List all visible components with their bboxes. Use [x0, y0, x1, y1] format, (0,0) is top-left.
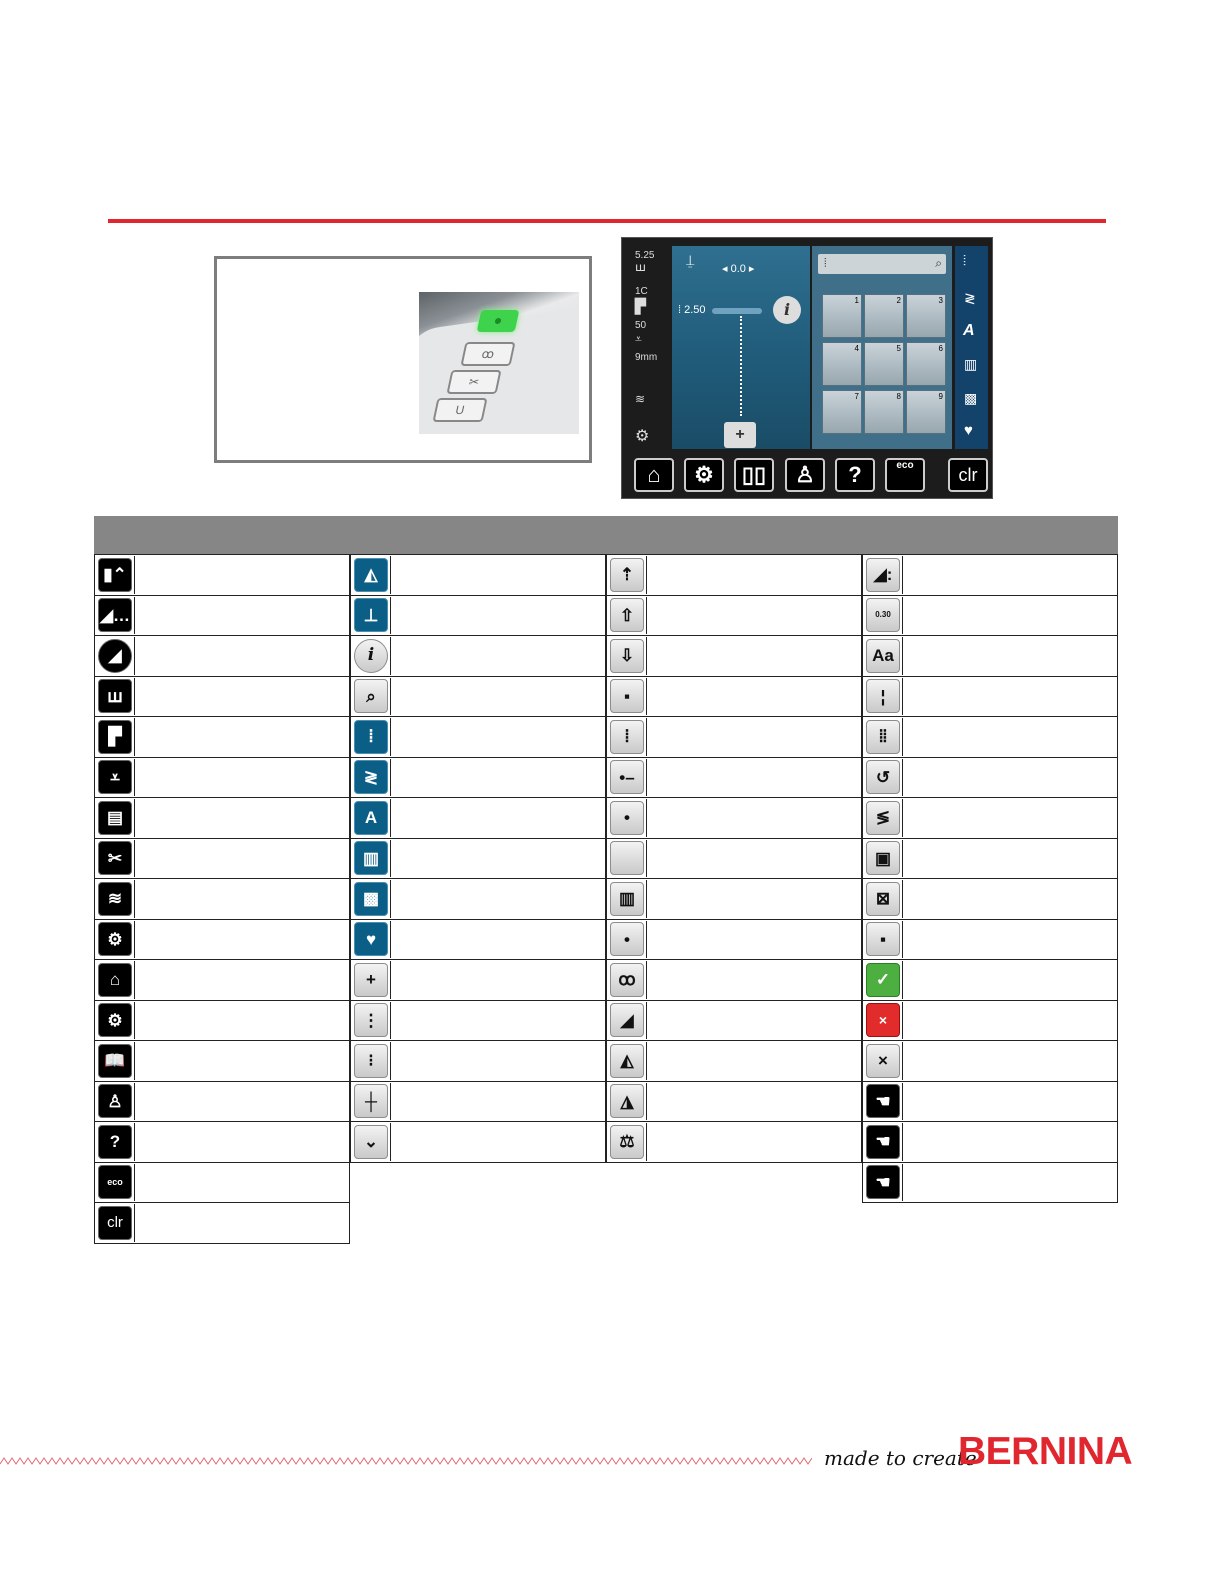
- alphabets-category-icon[interactable]: A: [963, 322, 975, 339]
- home-icon[interactable]: ⌂: [634, 458, 674, 492]
- setup-icon: ⚙: [98, 1003, 132, 1037]
- close-icon: ×: [866, 1044, 900, 1078]
- icon-table-row: [606, 919, 862, 961]
- info-icon[interactable]: i: [773, 296, 801, 324]
- save-icon: ▣: [866, 841, 900, 875]
- icon-table-row: [350, 676, 606, 718]
- icon-cell: [96, 921, 135, 959]
- icon-cell: [352, 718, 391, 756]
- search-icon: ⌕: [354, 679, 388, 713]
- icon-table-row: [862, 757, 1118, 799]
- icon-table-row: [350, 757, 606, 799]
- icon-table-header: [94, 516, 1118, 554]
- securing-begin-icon: •–: [610, 760, 644, 794]
- icon-cell: [96, 556, 135, 594]
- pattern-up-icon: ⇧: [610, 598, 644, 632]
- icon-table-row: [94, 1081, 350, 1123]
- feed-dog-icon: ≋: [98, 882, 132, 916]
- stitch-tile[interactable]: 9: [906, 390, 946, 434]
- icon-table-row: [94, 919, 350, 961]
- start-stop-button: [477, 310, 520, 332]
- icon-table-row: [350, 878, 606, 920]
- needle-position-icon: ▮⌃: [98, 558, 132, 592]
- icon-cell: [864, 637, 903, 675]
- icon-table-row: [606, 554, 862, 596]
- icon-table-row: [94, 595, 350, 637]
- home-icon: ⌂: [98, 963, 132, 997]
- icon-table-row: [862, 1162, 1118, 1204]
- dots-vertical-icon: ⋮: [354, 1003, 388, 1037]
- icon-table-row: [94, 878, 350, 920]
- decorative-category-icon[interactable]: ≷: [964, 290, 976, 306]
- icon-table-row: [94, 635, 350, 677]
- icon-table-row: [350, 635, 606, 677]
- dots-vertical-small-icon: ⁝: [354, 1044, 388, 1078]
- icon-table-row: [862, 676, 1118, 718]
- icon-table-column-3: [606, 554, 862, 1163]
- icon-cell: [96, 799, 135, 837]
- buttonhole-length-icon: ▥: [610, 882, 644, 916]
- icon-cell: [96, 597, 135, 635]
- icon-table-row: [350, 1081, 606, 1123]
- icon-cell: [96, 1123, 135, 1161]
- icon-table-row: [862, 716, 1118, 758]
- icon-cell: [352, 1083, 391, 1121]
- screen-bottom-bar: [622, 454, 993, 498]
- bobbin-dark-icon: ▪: [866, 922, 900, 956]
- icon-cell: [608, 1042, 647, 1080]
- bobbin-small-icon: ▪: [610, 679, 644, 713]
- icon-cell: [864, 556, 903, 594]
- icon-table-row: [862, 635, 1118, 677]
- icon-table-row: [606, 635, 862, 677]
- needle-selection-icon: ▤: [98, 801, 132, 835]
- icon-cell: [608, 637, 647, 675]
- icon-table-row: [606, 878, 862, 920]
- icon-cell: [864, 1083, 903, 1121]
- icon-cell: [352, 678, 391, 716]
- icon-table-row: [94, 676, 350, 718]
- stitch-tile[interactable]: 6: [906, 342, 946, 386]
- icon-table-row: [862, 1121, 1118, 1163]
- icon-table-row: [862, 554, 1118, 596]
- gear-icon[interactable]: ⚙: [684, 458, 724, 492]
- presser-foot-icon: ▛: [635, 298, 646, 314]
- plus-icon[interactable]: +: [724, 422, 756, 448]
- icon-table-row: [862, 878, 1118, 920]
- icon-cell: [96, 1083, 135, 1121]
- tagline: made to create: [824, 1446, 977, 1470]
- icon-cell: [96, 759, 135, 797]
- icon-table-column-2: [350, 554, 606, 1163]
- machine-buttons-photo-frame: [214, 256, 592, 463]
- icon-table-row: [606, 959, 862, 1001]
- tension-readout: 5.25: [635, 250, 655, 261]
- icon-cell: [352, 921, 391, 959]
- tension-small-icon: ◢:: [866, 558, 900, 592]
- icon-table-column-1: [94, 554, 350, 1244]
- icon-table-row: [606, 595, 862, 637]
- icon-cell: [864, 759, 903, 797]
- icon-table-row: [606, 1121, 862, 1163]
- icon-cell: [864, 1042, 903, 1080]
- icon-table-row: [862, 1040, 1118, 1082]
- icon-cell: [864, 961, 903, 999]
- icon-cell: [608, 1123, 647, 1161]
- alphabets-icon: A: [354, 801, 388, 835]
- stitch-tile[interactable]: 4: [822, 342, 862, 386]
- category-bar: [955, 246, 988, 449]
- icon-table-row: [606, 797, 862, 839]
- icon-cell: [352, 1042, 391, 1080]
- width-readout: ◂ 0.0 ▸: [722, 263, 755, 275]
- confirm-icon: ✓: [866, 963, 900, 997]
- width-slider[interactable]: [712, 308, 762, 314]
- needle-stop-icon: ⩡: [635, 332, 642, 346]
- icon-cell: [608, 921, 647, 959]
- icon-table-row: [350, 838, 606, 880]
- thread-cutter-button: ✂: [446, 370, 501, 394]
- stitch-edit-area[interactable]: [672, 246, 810, 449]
- icon-table-row: [94, 1040, 350, 1082]
- icon-cell: [608, 1083, 647, 1121]
- stitch-tile[interactable]: 1: [822, 294, 862, 338]
- tension-icon: ꟺ: [635, 260, 646, 274]
- icon-cell: [864, 1123, 903, 1161]
- securing-dot-icon: •: [610, 801, 644, 835]
- decorative-stitches-icon: ≷: [354, 760, 388, 794]
- brand-logo: BERNINA: [958, 1430, 1133, 1473]
- icon-table-row: [94, 1162, 350, 1204]
- pattern-begin-up-icon: ⇡: [610, 558, 644, 592]
- icon-cell: [608, 1002, 647, 1040]
- icon-table-row: [94, 1000, 350, 1042]
- icon-cell: [352, 840, 391, 878]
- icon-table-row: [94, 797, 350, 839]
- blank-icon: [610, 841, 644, 875]
- icon-cell: [96, 1204, 135, 1242]
- thread-cutter-icon: ✂: [98, 841, 132, 875]
- practical-category-icon[interactable]: ⦙: [963, 252, 967, 268]
- icon-table-row: [350, 554, 606, 596]
- icon-cell: [352, 597, 391, 635]
- icon-table-row: [862, 959, 1118, 1001]
- personal-category-icon[interactable]: ♥: [964, 422, 973, 439]
- icon-cell: [352, 1123, 391, 1161]
- icon-table-row: [350, 797, 606, 839]
- icon-cell: [608, 880, 647, 918]
- icon-table-row: [862, 595, 1118, 637]
- eco-icon[interactable]: eco: [885, 458, 925, 492]
- plus-icon: +: [354, 963, 388, 997]
- quilt-stitches-icon: ▩: [354, 882, 388, 916]
- icon-cell: [864, 678, 903, 716]
- tutorial-icon: 📖: [98, 1044, 132, 1078]
- single-dot-icon: •: [610, 922, 644, 956]
- help-icon[interactable]: ?: [835, 458, 875, 492]
- icon-cell: [96, 678, 135, 716]
- icon-table-row: [350, 595, 606, 637]
- stitch-tile[interactable]: 5: [864, 342, 904, 386]
- icon-cell: [96, 1164, 135, 1202]
- stitch-length-mm-icon: 0.30: [866, 598, 900, 632]
- icon-table-row: [350, 1000, 606, 1042]
- icon-cell: [96, 1042, 135, 1080]
- icon-cell: [864, 1164, 903, 1202]
- book-icon[interactable]: ▯▯: [734, 458, 774, 492]
- icon-cell: [608, 556, 647, 594]
- icon-table-row: [862, 919, 1118, 961]
- icon-cell: [352, 961, 391, 999]
- icon-cell: [608, 759, 647, 797]
- icon-table-row: [350, 716, 606, 758]
- dressform-icon[interactable]: ♙: [785, 458, 825, 492]
- icon-table-row: [606, 1040, 862, 1082]
- buttonholes-icon: ▥: [354, 841, 388, 875]
- personal-program-icon: ♥: [354, 922, 388, 956]
- icon-cell: [352, 880, 391, 918]
- bobbin-icon: ⚙: [635, 428, 650, 445]
- multi-line-stitch-icon: ⦙⦙: [866, 720, 900, 754]
- icon-table-row: [350, 959, 606, 1001]
- quilt-category-icon[interactable]: ▩: [964, 390, 978, 406]
- icon-cell: [864, 597, 903, 635]
- icon-table-row: [606, 676, 862, 718]
- pressure-readout: 50: [635, 320, 647, 331]
- icon-table-row: [606, 716, 862, 758]
- icon-table-row: [94, 1202, 350, 1244]
- icon-table-row: [350, 1040, 606, 1082]
- bobbin-fill-icon: ⚙: [98, 922, 132, 956]
- sewing-consultant-icon: ♙: [98, 1084, 132, 1118]
- icon-cell: [608, 799, 647, 837]
- icon-cell: [864, 921, 903, 959]
- icon-table-row: [94, 959, 350, 1001]
- icon-cell: [352, 1002, 391, 1040]
- icon-cell: [96, 840, 135, 878]
- presser-foot-pressure-icon: ꟺ: [98, 679, 132, 713]
- presser-foot-position-icon[interactable]: ⍊: [686, 252, 695, 268]
- practical-stitches-icon: ⦙: [824, 256, 827, 270]
- stitch-line-decoration: [0, 1456, 812, 1466]
- icon-cell: [352, 759, 391, 797]
- tension-arrow-icon: ◢: [610, 1003, 644, 1037]
- thread-hand-icon-3: ☚: [866, 1165, 900, 1199]
- icon-table-row: [862, 838, 1118, 880]
- icon-cell: [608, 718, 647, 756]
- stitch-combination-icon: ≶: [866, 801, 900, 835]
- delete-pattern-icon: ⊠: [866, 882, 900, 916]
- stitch-preview-line: [740, 316, 742, 416]
- icon-cell: [864, 799, 903, 837]
- icon-cell: [608, 840, 647, 878]
- length-readout: ⁞ 2.50: [678, 304, 706, 316]
- stitch-selection-grid: [812, 246, 952, 449]
- icon-table-row: [606, 838, 862, 880]
- stitch-tile[interactable]: 2: [864, 294, 904, 338]
- reverse-button: U: [432, 398, 487, 422]
- icon-table-row: [606, 757, 862, 799]
- needle-stop-icon: ⩡: [98, 760, 132, 794]
- center-line-icon: ┼: [354, 1084, 388, 1118]
- icon-table-row: [94, 838, 350, 880]
- icon-table-row: [862, 1081, 1118, 1123]
- stitch-tile[interactable]: 7: [822, 390, 862, 434]
- cancel-red-icon: ×: [866, 1003, 900, 1037]
- stitch-tile[interactable]: 8: [864, 390, 904, 434]
- chevrons-down-icon: ⌄: [354, 1125, 388, 1159]
- securing-knot-icon: ꝏ: [610, 963, 644, 997]
- icon-table-row: [862, 797, 1118, 839]
- icon-cell: [352, 799, 391, 837]
- needle-readout: 9mm: [635, 352, 658, 363]
- touchscreen: [621, 237, 993, 499]
- thread-hand-icon-2: ☚: [866, 1125, 900, 1159]
- icon-table-row: [94, 1121, 350, 1163]
- icon-table-row: [94, 716, 350, 758]
- mirror-left-right-icon: ◭: [610, 1044, 644, 1078]
- icon-cell: [864, 880, 903, 918]
- mirror-up-down-icon: ◮: [610, 1084, 644, 1118]
- search-icon[interactable]: ⌕: [935, 256, 942, 270]
- icon-cell: [352, 556, 391, 594]
- securing-button: ꝏ: [460, 342, 515, 366]
- presser-foot-indicator-icon: ▛: [98, 720, 132, 754]
- icon-cell: [96, 880, 135, 918]
- pattern-end-icon: ⇩: [610, 639, 644, 673]
- icon-cell: [96, 718, 135, 756]
- icon-table-column-4: [862, 554, 1118, 1203]
- icon-cell: [608, 597, 647, 635]
- icon-table-row: [606, 1081, 862, 1123]
- buttonholes-category-icon[interactable]: ▥: [964, 356, 978, 372]
- balance-icon: ⚖: [610, 1125, 644, 1159]
- icon-table-row: [606, 1000, 862, 1042]
- thread-hand-icon: ☚: [866, 1084, 900, 1118]
- icon-table-row: [350, 919, 606, 961]
- straight-stitch-icon: ¦: [866, 679, 900, 713]
- icon-cell: [864, 1002, 903, 1040]
- stitch-search-bar[interactable]: [818, 254, 946, 274]
- clear-icon: clr: [98, 1206, 132, 1240]
- icon-cell: [96, 637, 135, 675]
- icon-cell: [96, 1002, 135, 1040]
- thread-tension-icon: ◢…: [98, 598, 132, 632]
- icon-table-row: [94, 554, 350, 596]
- help-icon: ?: [98, 1125, 132, 1159]
- needle-stop-down-icon: ⊥: [354, 598, 388, 632]
- stitch-counter-icon: ⦙: [610, 720, 644, 754]
- icon-table-row: [350, 1121, 606, 1163]
- info-icon: i: [354, 639, 388, 673]
- foot-readout: 1C: [635, 286, 648, 297]
- feed-dog-icon: ≋: [635, 392, 646, 406]
- icon-table-row: [94, 757, 350, 799]
- back-stitch-icon: ↺: [866, 760, 900, 794]
- machine-buttons-photo: [419, 292, 579, 434]
- icon-cell: [608, 678, 647, 716]
- icon-cell: [96, 961, 135, 999]
- font-size-icon: Aa: [866, 639, 900, 673]
- stitch-plate-icon: ◢: [98, 639, 132, 673]
- icon-table-row: [862, 1000, 1118, 1042]
- icon-cell: [608, 961, 647, 999]
- presser-foot-position-icon: ◭: [354, 558, 388, 592]
- icon-cell: [864, 840, 903, 878]
- eco-mode-icon: eco: [98, 1165, 132, 1199]
- icon-cell: [864, 718, 903, 756]
- status-column: [629, 246, 669, 451]
- practical-stitches-icon: ⦙: [354, 720, 388, 754]
- header-rule: [108, 219, 1106, 223]
- icon-cell: [352, 637, 391, 675]
- stitch-tile[interactable]: 3: [906, 294, 946, 338]
- clear-icon[interactable]: clr: [948, 458, 988, 492]
